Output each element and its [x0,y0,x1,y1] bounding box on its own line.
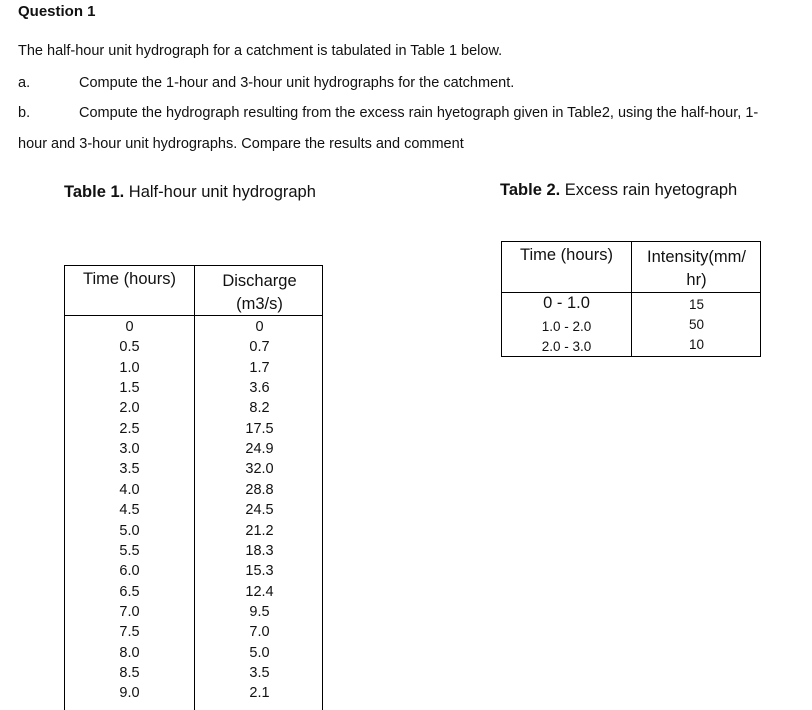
table2-time-cell: 2.0 - 3.0 [541,339,592,354]
table1-row [65,665,324,685]
table1-row [65,360,324,380]
part-b-label: b. [18,105,31,121]
part-b-text-line2: hour and 3-hour unit hydrographs. Compare the results and comment [18,136,464,152]
table1-row [65,461,324,481]
table1-caption-text: Half-hour unit hydrograph [124,183,316,201]
table1-discharge-cell: 0.7 [249,339,270,356]
table1-col-discharge-header [195,270,324,316]
table2-caption-text: Excess rain hyetograph [560,181,738,199]
table1-discharge-cell: 18.3 [245,542,274,559]
table1-time-cell: 7.0 [119,603,140,620]
intro-text: The half-hour unit hydrograph for a catchment is tabulated in Table 1 below. [18,43,503,59]
table2-row [502,294,760,314]
table1-discharge-cell: 24.5 [245,502,274,519]
table2-row [502,339,760,359]
table1-row [65,685,324,705]
table2-time-cell: 1.0 - 2.0 [541,318,592,334]
table1-discharge-cell: 8.2 [249,400,270,417]
part-a-text: Compute the 1-hour and 3-hour unit hydrographs for the catchment. [79,75,515,91]
table2-intensity-cell: 10 [688,337,705,352]
table2-col-intensity-header [632,246,761,292]
table1-time-cell: 8.5 [119,664,140,681]
table1-discharge-cell: 12.4 [245,583,274,600]
table1-time-cell: 6.0 [119,563,140,580]
table1-time-cell: 8.0 [119,644,140,661]
table1-time-cell: 2.5 [119,420,140,437]
table1-time-cell: 4.0 [119,481,140,498]
table2-row [502,316,760,339]
table1-time-cell: 3.5 [119,461,140,478]
table1-discharge-header-line1: Discharge [222,272,297,290]
table1-time-cell: 0.5 [119,339,140,356]
table1-time-cell: 1.5 [119,380,140,397]
table1-row [65,502,324,522]
table1-row [65,584,324,604]
table2-caption [500,181,737,200]
table1-time-cell: 0 [125,319,134,335]
table1-caption-prefix: Table 1. [64,183,125,201]
table1-col-time-header: Time (hours) [83,270,176,288]
table1-row [65,523,324,543]
table1-discharge-cell: 15.3 [245,563,274,580]
table1-row [65,441,324,461]
table1-time-cell: 9.0 [119,685,140,702]
table1-time-cell: 1.0 [119,359,140,376]
table1-discharge-cell: 32.0 [245,461,274,478]
table1-discharge-cell: 17.5 [245,420,274,437]
table2-intensity-header-line1: Intensity(mm/ [646,248,747,266]
table2-intensity-cell: 50 [688,316,705,332]
table1-row [65,624,324,644]
table1-time-cell: 3.0 [119,441,140,458]
table1-row [65,645,324,665]
table2-time-cell: 0 - 1.0 [543,294,590,312]
table1-discharge-cell: 0 [255,319,264,335]
table2-intensity-header-line2: hr) [686,271,707,289]
table1-discharge-cell: 3.6 [249,380,270,397]
table1-caption [64,183,316,202]
table1-time-cell: 4.5 [119,502,140,519]
table1-row [65,339,324,359]
question-title: Question 1 [18,3,96,20]
table1-row [65,563,324,583]
table1-row [65,604,324,624]
part-a-label: a. [18,75,31,91]
table1-discharge-header-line2: (m3/s) [236,295,283,313]
table1-row [65,319,324,339]
table1-discharge-cell: 9.5 [249,603,270,620]
table1-row [65,400,324,420]
table2 [501,241,761,357]
table1-discharge-cell: 24.9 [245,441,274,458]
table1-time-cell: 5.5 [119,542,140,559]
table1-time-cell: 7.5 [119,624,140,641]
table1-time-cell: 5.0 [119,522,140,539]
table2-col-time-header: Time (hours) [520,246,613,264]
table1-discharge-cell: 5.0 [249,644,270,661]
part-b-text-line1: Compute the hydrograph resulting from the excess rain hyetograph given in Table2, using the half-hour, 1- [79,105,759,121]
table1-discharge-cell: 1.7 [249,359,270,376]
table1-discharge-cell: 21.2 [245,522,274,539]
table2-caption-prefix: Table 2. [500,181,561,199]
table1-discharge-cell: 28.8 [245,481,274,498]
table1-row [65,380,324,400]
table1-time-cell: 2.0 [119,400,140,417]
table1-time-cell: 6.5 [119,583,140,600]
table1-row [65,543,324,563]
table1-discharge-cell: 2.1 [249,685,270,702]
table1-discharge-cell: 7.0 [249,624,270,641]
table2-intensity-cell: 15 [688,297,705,312]
table1 [64,265,323,710]
table1-row [65,421,324,441]
table1-discharge-cell: 3.5 [249,664,270,681]
table1-row [65,482,324,502]
